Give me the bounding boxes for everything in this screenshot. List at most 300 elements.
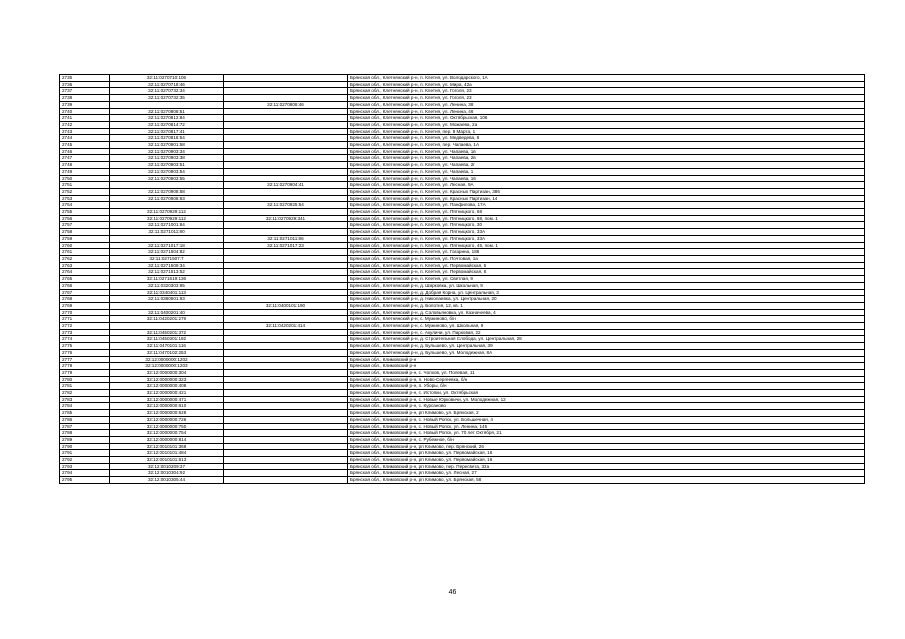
object-number-cell	[224, 209, 348, 216]
object-number-cell	[224, 470, 348, 477]
object-number-cell	[224, 329, 348, 336]
row-number-cell: 2792	[60, 457, 110, 464]
cadastral-number-cell: 32:12:0010304:92	[110, 470, 224, 477]
table-row	[60, 209, 865, 216]
object-number-cell	[224, 162, 348, 169]
row-number-cell: 2776	[60, 349, 110, 356]
row-number-cell: 2779	[60, 369, 110, 376]
object-number-cell: 32:11:0270904:41	[224, 182, 348, 189]
cadastral-number-cell: 32:11:0450201:372	[110, 329, 224, 336]
table-row	[60, 410, 865, 417]
registry-table-container	[59, 74, 865, 484]
address-cell: Брянская обл., Климовский р-н, рп Климово, ул. Брянская, 58	[348, 477, 865, 484]
table-row	[60, 249, 865, 256]
table-row	[60, 101, 865, 108]
table-row	[60, 423, 865, 430]
row-number-cell: 2736	[60, 81, 110, 88]
table-row	[60, 148, 865, 155]
table-row	[60, 390, 865, 397]
cadastral-number-cell: 32:11:0270818:54	[110, 135, 224, 142]
object-number-cell: 32:11:0271011:86	[224, 235, 348, 242]
object-number-cell	[224, 75, 348, 82]
object-number-cell	[224, 108, 348, 115]
table-row	[60, 135, 865, 142]
address-cell: Брянская обл., Климовский р-н, с. Новый Ропск, ул. 70 лет Октября, 21	[348, 430, 865, 437]
row-number-cell: 2751	[60, 182, 110, 189]
cadastral-number-cell: 32:11:0270814:72	[110, 121, 224, 128]
cadastral-number-cell: 32:11:0271507:7	[110, 255, 224, 262]
address-cell: Брянская обл., Климовский р-н, с. Истопки, ул. Октябрьская	[348, 390, 865, 397]
row-number-cell: 2770	[60, 309, 110, 316]
address-cell: Брянская обл., Климовский р-н, с. Рубежное, б/н	[348, 436, 865, 443]
address-cell: Брянская обл., Клетнянский р-н, д. Николаевка, ул. Центральная, 20	[348, 296, 865, 303]
table-row	[60, 142, 865, 149]
table-row	[60, 296, 865, 303]
row-number-cell: 2767	[60, 289, 110, 296]
table-row	[60, 309, 865, 316]
address-cell: Брянская обл., Клетнянский р-н, д. Добрая Корна, ул. Центральная, 3	[348, 289, 865, 296]
cadastral-number-cell: 32:11:0470102:253	[110, 349, 224, 356]
cadastral-number-cell	[110, 182, 224, 189]
address-cell: Брянская обл., Клетнянский р-н, п. Клетня, ул. Можаева, 2а	[348, 121, 865, 128]
cadastral-number-cell: 32:12:0000000:628	[110, 410, 224, 417]
row-number-cell: 2785	[60, 410, 110, 417]
table-row	[60, 336, 865, 343]
table-row	[60, 276, 865, 283]
cadastral-number-cell: 32:11:0450301:192	[110, 336, 224, 343]
row-number-cell: 2744	[60, 135, 110, 142]
table-row	[60, 215, 865, 222]
table-row	[60, 457, 865, 464]
table-row	[60, 235, 865, 242]
object-number-cell	[224, 255, 348, 262]
cadastral-number-cell: 32:12:0000000:421	[110, 390, 224, 397]
row-number-cell: 2786	[60, 416, 110, 423]
page-number: 46	[448, 589, 457, 596]
object-number-cell	[224, 390, 348, 397]
cadastral-number-cell: 32:12:0010101:368	[110, 443, 224, 450]
object-number-cell	[224, 135, 348, 142]
table-row	[60, 289, 865, 296]
address-cell: Брянская обл., Климовский р-н, с. Новый Ропск, ул. Ленина, 145	[348, 423, 865, 430]
table-row	[60, 162, 865, 169]
cadastral-number-cell: 32:11:0270718:46	[110, 81, 224, 88]
object-number-cell	[224, 477, 348, 484]
object-number-cell	[224, 316, 348, 323]
row-number-cell: 2748	[60, 162, 110, 169]
address-cell: Брянская обл., Клетнянский р-н, п. Клетня, ул. Чапаева, 1	[348, 168, 865, 175]
row-number-cell: 2778	[60, 363, 110, 370]
cadastral-number-cell: 32:11:0400201:40	[110, 309, 224, 316]
object-number-cell	[224, 376, 348, 383]
row-number-cell: 2745	[60, 142, 110, 149]
row-number-cell: 2795	[60, 477, 110, 484]
table-row	[60, 282, 865, 289]
row-number-cell: 2741	[60, 115, 110, 122]
row-number-cell: 2773	[60, 329, 110, 336]
row-number-cell: 2755	[60, 209, 110, 216]
row-number-cell: 2790	[60, 443, 110, 450]
cadastral-number-cell: 32:11:0270908:63	[110, 195, 224, 202]
cadastral-number-cell: 32:11:0271001:84	[110, 222, 224, 229]
table-row	[60, 383, 865, 390]
object-number-cell	[224, 121, 348, 128]
cadastral-number-cell: 32:12:0010305:44	[110, 477, 224, 484]
row-number-cell: 2740	[60, 108, 110, 115]
object-number-cell	[224, 249, 348, 256]
object-number-cell	[224, 168, 348, 175]
cadastral-number-cell: 32:11:0271504:82	[110, 249, 224, 256]
address-cell: Брянская обл., Клетнянский р-н, п. Клетня, ул. Ленина, 46	[348, 108, 865, 115]
object-number-cell	[224, 88, 348, 95]
object-number-cell	[224, 222, 348, 229]
object-number-cell	[224, 128, 348, 135]
row-number-cell: 2756	[60, 215, 110, 222]
cadastral-number-cell: 32:11:0270817:41	[110, 128, 224, 135]
table-row	[60, 195, 865, 202]
address-cell: Брянская обл., Клетнянский р-н, п. Клетня, ул. Почтовая, 1а	[348, 255, 865, 262]
address-cell: Брянская обл., Клетнянский р-н, п. Клетня, пер. 8 Марта, 1	[348, 128, 865, 135]
cadastral-number-cell: 32:11:0470101:116	[110, 343, 224, 350]
cadastral-number-cell: 32:12:0010101:484	[110, 450, 224, 457]
table-row	[60, 329, 865, 336]
row-number-cell: 2757	[60, 222, 110, 229]
address-cell: Брянская обл., Клетнянский р-н, п. Клетня, ул. Панфилова, 17А	[348, 202, 865, 209]
cadastral-number-cell: 32:12:0000000:304	[110, 369, 224, 376]
row-number-cell: 2768	[60, 296, 110, 303]
object-number-cell: 32:11:0271017:23	[224, 242, 348, 249]
address-cell: Брянская обл., Клетнянский р-н, д. Бульшево, ул. Молодежная, 8А	[348, 349, 865, 356]
address-cell: Брянская обл., Клетнянский р-н, д. Соловьяновка, ул. Казначеева, 4	[348, 309, 865, 316]
row-number-cell: 2777	[60, 356, 110, 363]
table-row	[60, 436, 865, 443]
registry-table-body	[60, 75, 865, 484]
cadastral-number-cell: 32:12:0000000:323	[110, 376, 224, 383]
object-number-cell	[224, 142, 348, 149]
table-row	[60, 222, 865, 229]
table-row	[60, 229, 865, 236]
row-number-cell: 2753	[60, 195, 110, 202]
cadastral-number-cell: 32:12:0000000:814	[110, 436, 224, 443]
cadastral-number-cell: 32:11:0380501:93	[110, 296, 224, 303]
cadastral-number-cell: 32:11:0270732:34	[110, 88, 224, 95]
table-row	[60, 121, 865, 128]
object-number-cell	[224, 188, 348, 195]
table-row	[60, 88, 865, 95]
object-number-cell	[224, 175, 348, 182]
object-number-cell	[224, 276, 348, 283]
object-number-cell	[224, 349, 348, 356]
row-number-cell: 2769	[60, 302, 110, 309]
table-row	[60, 470, 865, 477]
address-cell: Брянская обл., Клетнянский р-н, д. Ширковка, ул. Школьная, 9	[348, 282, 865, 289]
cadastral-number-cell: 32:11:0340401:113	[110, 289, 224, 296]
cadastral-number-cell: 32:11:0270903:38	[110, 155, 224, 162]
table-row	[60, 115, 865, 122]
address-cell: Брянская обл., Климовский р-н	[348, 356, 865, 363]
cadastral-number-cell: 32:12:0010209:37	[110, 463, 224, 470]
object-number-cell	[224, 396, 348, 403]
cadastral-number-cell: 32:11:0271519:136	[110, 276, 224, 283]
cadastral-number-cell: 32:11:0270908:58	[110, 188, 224, 195]
object-number-cell	[224, 450, 348, 457]
table-row	[60, 363, 865, 370]
address-cell: Брянская обл., Клетнянский р-н, п. Клетня, ул. Пятницкого, 33А	[348, 229, 865, 236]
table-row	[60, 302, 865, 309]
table-row	[60, 188, 865, 195]
cadastral-number-cell: 32:12:0000000:726	[110, 416, 224, 423]
object-number-cell	[224, 269, 348, 276]
cadastral-number-cell: 32:12:0000000:754	[110, 430, 224, 437]
table-row	[60, 403, 865, 410]
cadastral-number-cell: 32:11:0270901:58	[110, 142, 224, 149]
address-cell: Брянская обл., Клетнянский р-н, п. Клетня, ул. Володарского, 1А	[348, 75, 865, 82]
address-cell: Брянская обл., Клетнянский р-н, п. Клетня, ул. Чапаева, 1в	[348, 148, 865, 155]
address-cell: Брянская обл., Клетнянский р-н, п. Клетня, ул. Пятницкого, 68	[348, 209, 865, 216]
cadastral-number-cell: 32:11:0270903:51	[110, 162, 224, 169]
object-number-cell	[224, 463, 348, 470]
object-number-cell	[224, 336, 348, 343]
cadastral-number-cell: 32:12:0010101:613	[110, 457, 224, 464]
table-row	[60, 75, 865, 82]
row-number-cell: 2749	[60, 168, 110, 175]
cadastral-number-cell: 32:11:0270808:51	[110, 108, 224, 115]
cadastral-number-cell: 32:11:0271509:34	[110, 262, 224, 269]
table-row	[60, 175, 865, 182]
cadastral-number-cell: 32:12:0000000:1203	[110, 363, 224, 370]
address-cell: Брянская обл., Клетнянский р-н, п. Клетня, ул. Чапаева, 16	[348, 175, 865, 182]
row-number-cell: 2782	[60, 390, 110, 397]
object-number-cell: 32:11:0270808:46	[224, 101, 348, 108]
cadastral-number-cell: 32:11:0271011:80	[110, 229, 224, 236]
address-cell: Брянская обл., Клетнянский р-н, п. Клетня, ул. Октябрьская, 106	[348, 115, 865, 122]
table-row	[60, 242, 865, 249]
row-number-cell: 2754	[60, 202, 110, 209]
table-row	[60, 356, 865, 363]
table-row	[60, 450, 865, 457]
object-number-cell	[224, 289, 348, 296]
object-number-cell	[224, 229, 348, 236]
object-number-cell	[224, 416, 348, 423]
cadastral-number-cell: 32:11:0271017:18	[110, 242, 224, 249]
address-cell: Брянская обл., Клетнянский р-н, д. Бульшево, ул. Центральная, 39	[348, 343, 865, 350]
table-row	[60, 477, 865, 484]
object-number-cell: 32:11:0420201:414	[224, 323, 348, 330]
row-number-cell: 2783	[60, 396, 110, 403]
row-number-cell: 2775	[60, 343, 110, 350]
row-number-cell: 2738	[60, 95, 110, 102]
table-row	[60, 343, 865, 350]
row-number-cell: 2791	[60, 450, 110, 457]
cadastral-number-cell: 32:11:0320303:95	[110, 282, 224, 289]
table-row	[60, 202, 865, 209]
row-number-cell: 2771	[60, 316, 110, 323]
cadastral-number-cell	[110, 323, 224, 330]
cadastral-number-cell: 32:11:0270929:112	[110, 215, 224, 222]
address-cell: Брянская обл., Клетнянский р-н, п. Клетня, ул. Медведева, 8	[348, 135, 865, 142]
object-number-cell	[224, 148, 348, 155]
row-number-cell: 2794	[60, 470, 110, 477]
object-number-cell	[224, 115, 348, 122]
cadastral-number-cell	[110, 235, 224, 242]
address-cell: Брянская обл., Клетнянский р-н, п. Клетня, ул. Чапаева, 2г	[348, 162, 865, 169]
row-number-cell: 2789	[60, 436, 110, 443]
table-row	[60, 255, 865, 262]
address-cell: Брянская обл., Клетнянский р-н, п. Клетня, ул. Пятницкого, 30	[348, 222, 865, 229]
row-number-cell: 2772	[60, 323, 110, 330]
object-number-cell	[224, 430, 348, 437]
object-number-cell: 32:11:0270925:54	[224, 202, 348, 209]
row-number-cell: 2793	[60, 463, 110, 470]
row-number-cell: 2763	[60, 262, 110, 269]
table-row	[60, 396, 865, 403]
table-row	[60, 323, 865, 330]
row-number-cell: 2781	[60, 383, 110, 390]
table-row	[60, 128, 865, 135]
object-number-cell	[224, 95, 348, 102]
object-number-cell	[224, 410, 348, 417]
object-number-cell: 32:11:0270929:341	[224, 215, 348, 222]
address-cell: Брянская обл., Климовский р-н, рп Климово, ул. Первомайская, 16	[348, 450, 865, 457]
cadastral-number-cell	[110, 202, 224, 209]
address-cell: Брянская обл., Климовский р-н	[348, 363, 865, 370]
address-cell: Брянская обл., Клетнянский р-н, п. Клетня, ул. Мира, 42а	[348, 81, 865, 88]
cadastral-number-cell: 32:11:0271513:52	[110, 269, 224, 276]
table-row	[60, 155, 865, 162]
cadastral-number-cell: 32:12:0000000:750	[110, 423, 224, 430]
row-number-cell: 2758	[60, 229, 110, 236]
cadastral-number-cell: 32:12:0000000:408	[110, 383, 224, 390]
row-number-cell: 2739	[60, 101, 110, 108]
address-cell: Брянская обл., Клетнянский р-н, п. Клетня, ул. Первомайская, 6	[348, 262, 865, 269]
object-number-cell	[224, 363, 348, 370]
row-number-cell: 2752	[60, 188, 110, 195]
row-number-cell: 2788	[60, 430, 110, 437]
address-cell: Брянская обл., Климовский р-н, рп Климово, ул. Брянская, 2	[348, 410, 865, 417]
address-cell: Брянская обл., Клетнянский р-н, п. Клетня, ул. Пятницкого, 68, пом. 1	[348, 215, 865, 222]
object-number-cell	[224, 403, 348, 410]
object-number-cell: 32:11:0400101:190	[224, 302, 348, 309]
object-number-cell	[224, 383, 348, 390]
address-cell: Брянская обл., Клетнянский р-н, д. Болотня, 12, кв. 1	[348, 302, 865, 309]
address-cell: Брянская обл., Клетнянский р-н, п. Клетня, ул. Пятницкого, 33А	[348, 235, 865, 242]
row-number-cell: 2774	[60, 336, 110, 343]
cadastral-number-cell	[110, 101, 224, 108]
address-cell: Брянская обл., Климовский р-н, рп Климово, пер. Пересвета, 32а	[348, 463, 865, 470]
row-number-cell: 2737	[60, 88, 110, 95]
address-cell: Брянская обл., Климовский р-н, с. Новый Ропск, ул. Большечная, 4	[348, 416, 865, 423]
cadastral-number-cell: 32:11:0270710:106	[110, 75, 224, 82]
object-number-cell	[224, 436, 348, 443]
object-number-cell	[224, 296, 348, 303]
object-number-cell	[224, 155, 348, 162]
address-cell: Брянская обл., Клетнянский р-н, п. Клетня, ул. Гоголя, 23	[348, 88, 865, 95]
table-row	[60, 416, 865, 423]
table-row	[60, 81, 865, 88]
table-row	[60, 108, 865, 115]
row-number-cell: 2750	[60, 175, 110, 182]
address-cell: Брянская обл., Клетнянский р-н, с. Мужиново, ул. Школьная, 9	[348, 323, 865, 330]
row-number-cell: 2762	[60, 255, 110, 262]
object-number-cell	[224, 282, 348, 289]
address-cell: Брянская обл., Климовский р-н, п. Ново-Сергеевка, б/н	[348, 376, 865, 383]
cadastral-number-cell	[110, 302, 224, 309]
address-cell: Брянская обл., Клетнянский р-н, с. Мужиново, б/н	[348, 316, 865, 323]
cadastral-number-cell: 32:12:0000000:1202	[110, 356, 224, 363]
address-cell: Брянская обл., Клетнянский р-н, п. Клетня, ул. Гоголя, 23	[348, 95, 865, 102]
address-cell: Брянская обл., Климовский р-н, с. Курсаново	[348, 403, 865, 410]
row-number-cell: 2742	[60, 121, 110, 128]
table-row	[60, 168, 865, 175]
address-cell: Брянская обл., Климовский р-н, рп Климово, ул. Первомайская, 16	[348, 457, 865, 464]
object-number-cell	[224, 356, 348, 363]
address-cell: Брянская обл., Клетнянский р-н, п. Клетня, ул. Гагарина, 186	[348, 249, 865, 256]
row-number-cell: 2780	[60, 376, 110, 383]
row-number-cell: 2760	[60, 242, 110, 249]
address-cell: Брянская обл., Клетнянский р-н, п. Клетня, ул. Ленина, 38	[348, 101, 865, 108]
row-number-cell: 2766	[60, 282, 110, 289]
row-number-cell: 2735	[60, 75, 110, 82]
cadastral-number-cell: 32:11:0270732:35	[110, 95, 224, 102]
table-row	[60, 430, 865, 437]
registry-table	[59, 74, 865, 484]
address-cell: Брянская обл., Климовский р-н, рп Климово, пер. Брянский, 26	[348, 443, 865, 450]
row-number-cell: 2787	[60, 423, 110, 430]
table-row	[60, 376, 865, 383]
row-number-cell: 2759	[60, 235, 110, 242]
address-cell: Брянская обл., Климовский р-н, рп Климово, ул. Лесная, 27	[348, 470, 865, 477]
object-number-cell	[224, 443, 348, 450]
object-number-cell	[224, 423, 348, 430]
address-cell: Брянская обл., Клетнянский р-н, с. Акуличи, ул. Парковая, 22	[348, 329, 865, 336]
table-row	[60, 349, 865, 356]
address-cell: Брянская обл., Клетнянский р-н, п. Клетня, пер. Чапаева, 1А	[348, 142, 865, 149]
address-cell: Брянская обл., Клетнянский р-н, п. Клетня, ул. Пятницкого, 45, пом. 1	[348, 242, 865, 249]
row-number-cell: 2746	[60, 148, 110, 155]
row-number-cell: 2764	[60, 269, 110, 276]
table-row	[60, 269, 865, 276]
row-number-cell: 2743	[60, 128, 110, 135]
table-row	[60, 369, 865, 376]
address-cell: Брянская обл., Климовский р-н, с. Новые Юрковичи, ул. Молодежная, 12	[348, 396, 865, 403]
address-cell: Брянская обл., Клетнянский р-н, п. Клетня, ул. Чапаева, 2в	[348, 155, 865, 162]
object-number-cell	[224, 369, 348, 376]
cadastral-number-cell: 32:11:0270903:34	[110, 148, 224, 155]
row-number-cell: 2761	[60, 249, 110, 256]
address-cell: Брянская обл., Клетнянский р-н, п. Клетня, ул. Красных Партизан, 14	[348, 195, 865, 202]
table-row	[60, 316, 865, 323]
object-number-cell	[224, 195, 348, 202]
address-cell: Брянская обл., Климовский р-н, п. Уборы, б/н	[348, 383, 865, 390]
row-number-cell: 2784	[60, 403, 110, 410]
cadastral-number-cell: 32:11:0270903:54	[110, 168, 224, 175]
row-number-cell: 2747	[60, 155, 110, 162]
object-number-cell	[224, 457, 348, 464]
cadastral-number-cell: 32:12:0000000:610	[110, 403, 224, 410]
cadastral-number-cell: 32:11:0270812:84	[110, 115, 224, 122]
object-number-cell	[224, 262, 348, 269]
table-row	[60, 182, 865, 189]
address-cell: Брянская обл., Клетнянский р-н, п. Клетня, ул. Лесная, 9А	[348, 182, 865, 189]
cadastral-number-cell: 32:12:0000000:471	[110, 396, 224, 403]
object-number-cell	[224, 309, 348, 316]
cadastral-number-cell: 32:11:0420201:279	[110, 316, 224, 323]
table-row	[60, 443, 865, 450]
object-number-cell	[224, 343, 348, 350]
address-cell: Брянская обл., Клетнянский р-н, п. Клетня, ул. Красных Партизан, 386	[348, 188, 865, 195]
object-number-cell	[224, 81, 348, 88]
address-cell: Брянская обл., Климовский р-н, с. Чолхов, ул. Полевая, 11	[348, 369, 865, 376]
